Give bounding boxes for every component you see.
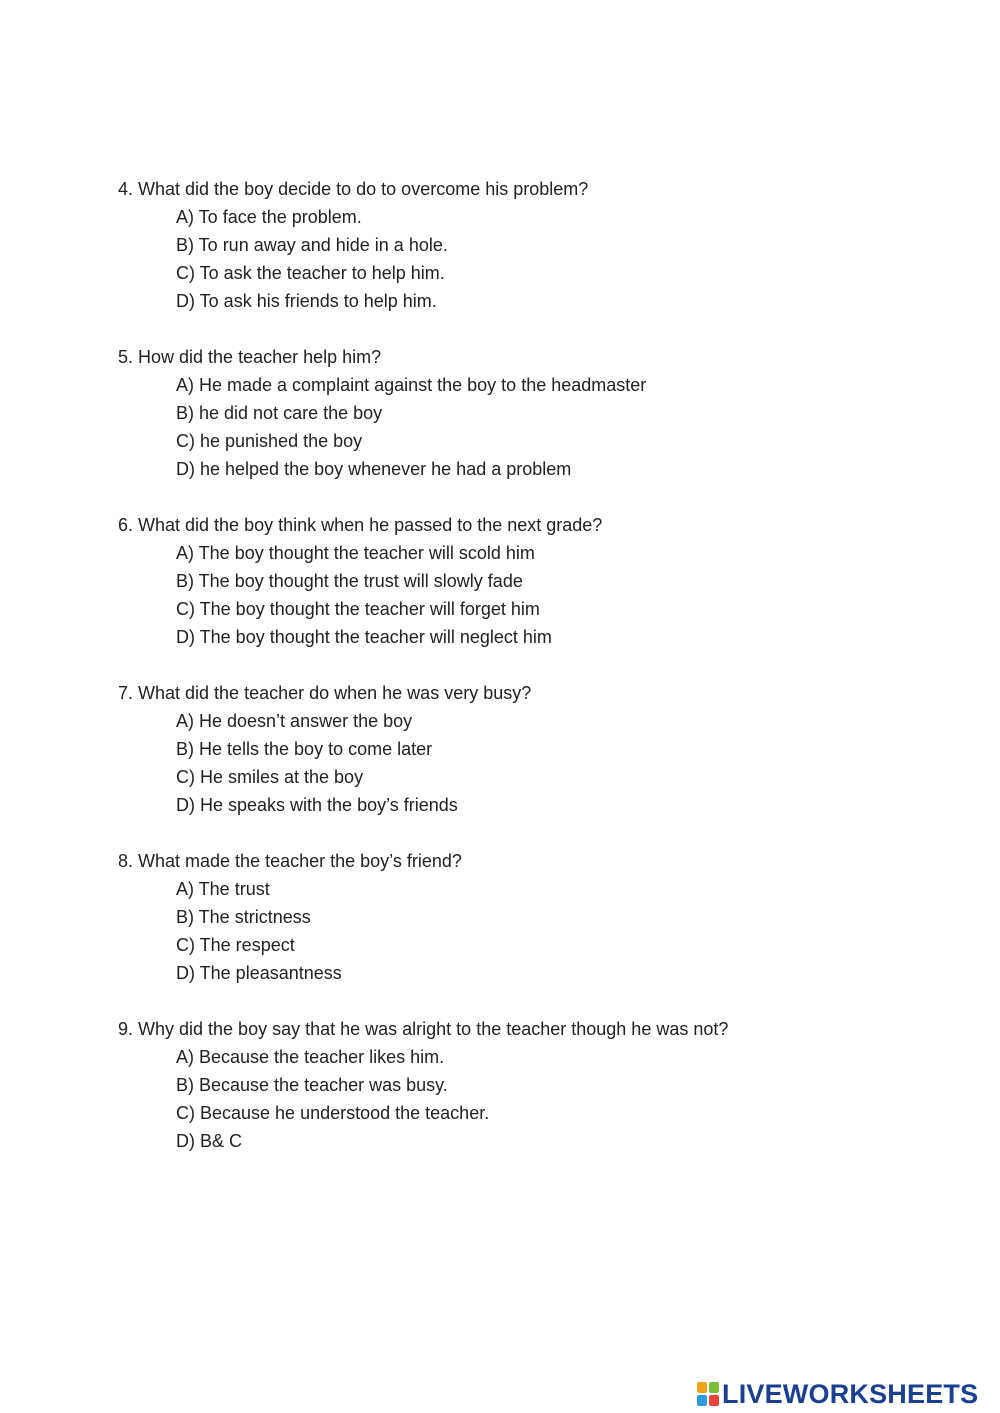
question-4	[118, 175, 978, 315]
option-c[interactable]: C) The respect	[176, 935, 295, 955]
question-text: 6. What did the boy think when he passed to the next grade?	[118, 515, 603, 535]
question-text: 5. How did the teacher help him?	[118, 347, 382, 367]
logo-text: LIVEWORKSHEETS	[722, 1379, 979, 1409]
liveworksheets-logo[interactable]	[697, 1378, 978, 1410]
option-d[interactable]: D) The boy thought the teacher will neglect him	[176, 627, 552, 647]
option-a[interactable]: A) To face the problem.	[176, 207, 362, 227]
option-c[interactable]: C) He smiles at the boy	[176, 767, 364, 787]
logo-square-2	[709, 1382, 719, 1393]
option-c[interactable]: C) To ask the teacher to help him.	[176, 263, 445, 283]
option-a[interactable]: A) The boy thought the teacher will scold him	[176, 543, 535, 563]
liveworksheets-logo-icon	[697, 1382, 719, 1406]
logo-square-1	[697, 1382, 707, 1393]
question-5	[118, 343, 978, 483]
option-a[interactable]: A) He made a complaint against the boy to the headmaster	[176, 375, 647, 395]
question-7	[118, 679, 978, 819]
option-b[interactable]: B) To run away and hide in a hole.	[176, 235, 448, 255]
option-b[interactable]: B) he did not care the boy	[176, 403, 383, 423]
option-b[interactable]: B) Because the teacher was busy.	[176, 1075, 448, 1095]
option-c[interactable]: C) Because he understood the teacher.	[176, 1103, 490, 1123]
logo-square-4	[709, 1395, 719, 1406]
option-d[interactable]: D) he helped the boy whenever he had a problem	[176, 459, 572, 479]
option-a[interactable]: A) Because the teacher likes him.	[176, 1047, 445, 1067]
option-b[interactable]: B) He tells the boy to come later	[176, 739, 433, 759]
question-text: 9. Why did the boy say that he was alright to the teacher though he was not?	[118, 1019, 729, 1039]
question-9	[118, 1015, 978, 1155]
option-d[interactable]: D) B& C	[176, 1131, 243, 1151]
option-b[interactable]: B) The strictness	[176, 907, 311, 927]
option-d[interactable]: D) He speaks with the boy’s friends	[176, 795, 458, 815]
question-6	[118, 511, 978, 651]
option-c[interactable]: C) The boy thought the teacher will forget him	[176, 599, 540, 619]
logo-square-3	[697, 1395, 707, 1406]
option-d[interactable]: D) The pleasantness	[176, 963, 342, 983]
question-text: 8. What made the teacher the boy’s friend?	[118, 851, 462, 871]
option-a[interactable]: A) He doesn’t answer the boy	[176, 711, 413, 731]
option-c[interactable]: C) he punished the boy	[176, 431, 363, 451]
option-a[interactable]: A) The trust	[176, 879, 270, 899]
question-text: 4. What did the boy decide to do to overcome his problem?	[118, 179, 589, 199]
question-text: 7. What did the teacher do when he was very busy?	[118, 683, 532, 703]
option-b[interactable]: B) The boy thought the trust will slowly fade	[176, 571, 523, 591]
option-d[interactable]: D) To ask his friends to help him.	[176, 291, 437, 311]
question-8	[118, 847, 978, 987]
